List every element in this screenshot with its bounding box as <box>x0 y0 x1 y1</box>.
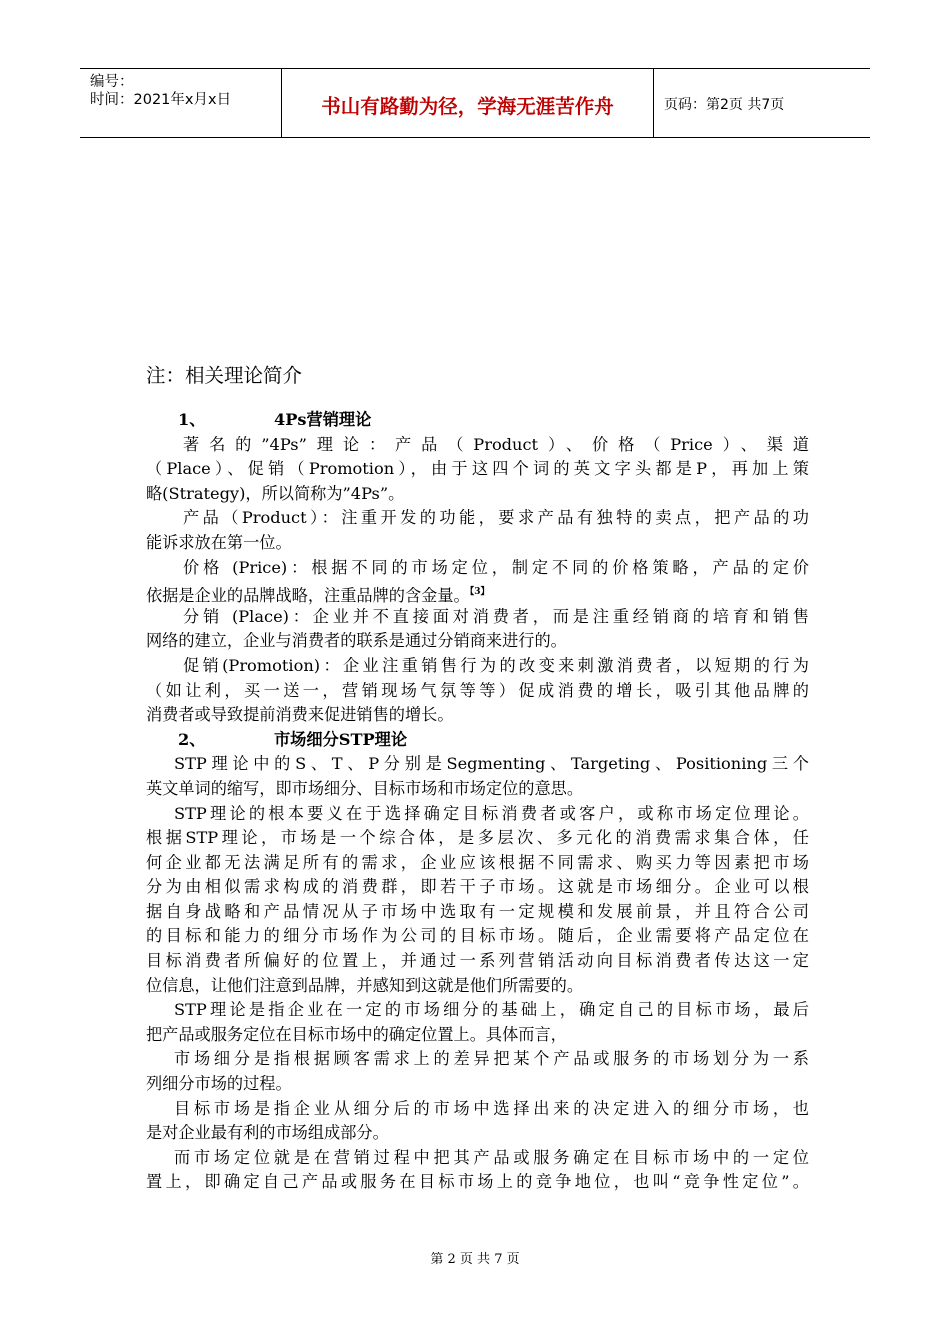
header-page-cell <box>654 69 870 137</box>
paragraph-line: STP理论中的S、T、P分别是Segmenting、Targeting、Positioning三个 <box>174 754 809 774</box>
paragraph-line: （如让利，买一送一，营销现场气氛等等）促成消费的增长，吸引其他品牌的 <box>146 680 809 700</box>
paragraph-line: 位信息，让他们注意到品牌，并感知到这就是他们所需要的。 <box>146 975 584 995</box>
paragraph-line: 著名的”4Ps”理论：产品（Product）、价格（Price）、渠道 <box>183 434 809 454</box>
paragraph-line: 是对企业最有利的市场组成部分。 <box>146 1123 389 1143</box>
page-header <box>80 68 870 138</box>
paragraph-line: 列细分市场的过程。 <box>146 1074 292 1094</box>
paragraph-line: STP理论的根本要义在于选择确定目标消费者或客户，或称市场定位理论。 <box>174 803 809 823</box>
doc-number-label: 编号： <box>90 74 134 90</box>
paragraph-line: 何企业都无法满足所有的需求，企业应该根据不同需求、购买力等因素把市场 <box>146 852 809 872</box>
paragraph-line: 产品（Product）：注重开发的功能，要求产品有独特的卖点，把产品的功 <box>183 508 809 528</box>
header-page-number: 页码：第2页 共7页 <box>664 97 785 113</box>
paragraph-line: 据自身战略和产品情况从子市场中选取有一定规模和发展前景，并且符合公司 <box>146 901 809 921</box>
paragraph-line: 消费者或导致提前消费来促进销售的增长。 <box>146 705 454 725</box>
doc-date-label: 时间：2021年x月x日 <box>90 92 232 108</box>
paragraph-line: 能诉求放在第一位。 <box>146 532 292 552</box>
paragraph-line: STP理论是指企业在一定的市场细分的基础上，确定自己的目标市场，最后 <box>174 1000 809 1020</box>
paragraph-line: 网络的建立，企业与消费者的联系是通过分销商来进行的。 <box>146 631 567 651</box>
paragraph-line: 分为由相似需求构成的消费群，即若干子市场。这就是市场细分。企业可以根 <box>146 877 809 897</box>
paragraph-line: 英文单词的缩写，即市场细分、目标市场和市场定位的意思。 <box>146 778 584 798</box>
paragraph-text: 依据是企业的品牌战略，注重品牌的含金量。 <box>146 586 470 606</box>
section-heading-stp <box>146 728 809 753</box>
paragraph-line: 而市场定位就是在营销过程中把其产品或服务确定在目标市场中的一定位 <box>174 1147 809 1167</box>
paragraph-line: 根据STP理论，市场是一个综合体，是多层次、多元化的消费需求集合体，任 <box>146 828 809 848</box>
header-motto-cell <box>282 69 654 137</box>
paragraph-line <box>146 580 809 605</box>
paragraph-line: 分销 (Place)：企业并不直接面对消费者，而是注重经销商的培育和销售 <box>183 606 809 626</box>
section-title: 4Ps营销理论 <box>274 410 372 429</box>
paragraph-line: 把产品或服务定位在目标市场中的确定位置上。具体而言， <box>146 1024 567 1044</box>
section-number: 1、 <box>178 410 206 429</box>
paragraph-line: 目标市场是指企业从细分后的市场中选择出来的决定进入的细分市场，也 <box>174 1098 809 1118</box>
paragraph-line: 促销(Promotion)：企业注重销售行为的改变来刺激消费者，以短期的行为 <box>183 655 809 675</box>
citation-ref: 【3】 <box>469 587 490 598</box>
section-title: 市场细分STP理论 <box>274 729 408 749</box>
header-motto: 书山有路勤为径，学海无涯苦作舟 <box>321 95 614 118</box>
note-title: 注：相关理论简介 <box>146 364 303 387</box>
header-meta-cell <box>80 69 282 137</box>
section-heading-4ps <box>146 408 809 433</box>
paragraph-line: 市场细分是指根据顾客需求上的差异把某个产品或服务的市场划分为一系 <box>174 1049 809 1069</box>
paragraph-line: （Place）、促销（Promotion），由于这四个词的英文字头都是P，再加上策 <box>146 459 809 479</box>
section-number: 2、 <box>178 729 206 749</box>
paragraph-line: 价格 (Price)：根据不同的市场定位，制定不同的价格策略，产品的定价 <box>183 557 809 577</box>
paragraph-line: 的目标和能力的细分市场作为公司的目标市场。随后，企业需要将产品定位在 <box>146 926 809 946</box>
paragraph-line: 目标消费者所偏好的位置上，并通过一系列营销活动向目标消费者传达这一定 <box>146 951 809 971</box>
paragraph-line: 置上，即确定自己产品或服务在目标市场上的竞争地位，也叫“竞争性定位”。 <box>146 1172 809 1192</box>
paragraph-line: 略(Strategy)，所以简称为”4Ps”。 <box>146 483 405 503</box>
document-body <box>146 408 809 1195</box>
page-footer: 第 2 页 共 7 页 <box>430 1252 520 1267</box>
